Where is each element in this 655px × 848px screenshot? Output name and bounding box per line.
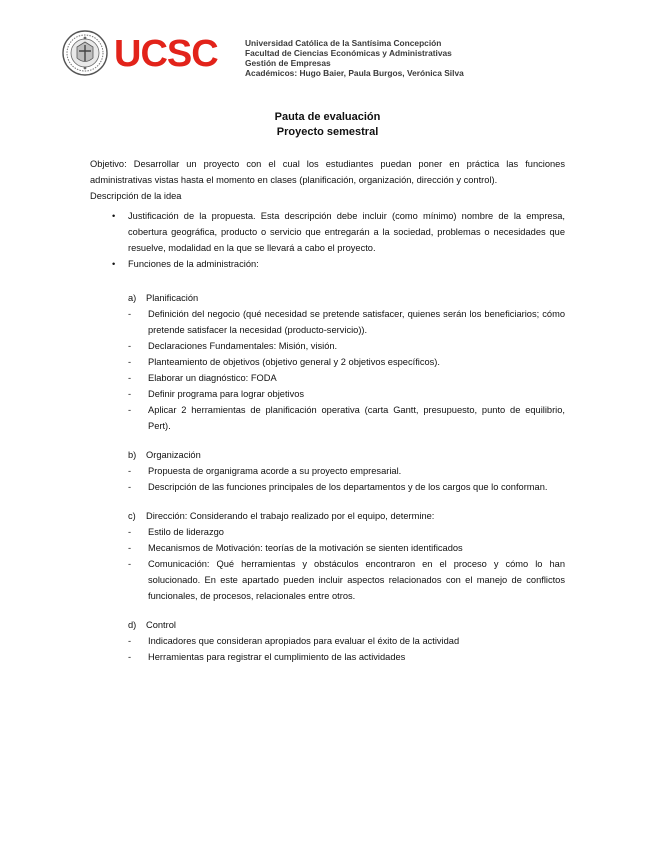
list-item	[90, 524, 565, 540]
list-item	[90, 338, 565, 354]
dash-marker: -	[128, 482, 132, 492]
dash-marker: -	[128, 559, 132, 569]
item-text: Planteamiento de objetivos (objetivo general y 2 objetivos específicos).	[148, 357, 440, 367]
bullet-item	[90, 256, 565, 272]
list-item	[90, 540, 565, 556]
section-title: Planificación	[146, 293, 199, 303]
item-text: Comunicación: Qué herramientas y obstáculos encontraron en el proceso y cómo lo han solucionado. En este apartado pueden incluir aspectos relacionados con el manejo de conflictos funcionales, de procesos, relacionales entre otros.	[148, 559, 565, 601]
list-item	[90, 354, 565, 370]
section-control	[90, 617, 565, 665]
list-item	[90, 306, 565, 338]
title-line-2: Proyecto semestral	[276, 126, 379, 138]
item-text: Mecanismos de Motivación: teorías de la motivación se sienten identificados	[148, 543, 463, 553]
item-text: Descripción de las funciones principales de los departamentos y de los cargos que lo conforman.	[148, 482, 548, 492]
section-label: d)	[128, 620, 137, 630]
bullet-marker: •	[112, 259, 116, 269]
item-text: Herramientas para registrar el cumplimiento de las actividades	[148, 652, 406, 662]
section-organizacion	[90, 447, 565, 495]
list-item	[90, 649, 565, 665]
list-item	[90, 402, 565, 434]
institution-line: Académicos: Hugo Baier, Paula Burgos, Verónica Silva	[245, 68, 464, 78]
institution-line: Gestión de Empresas	[245, 58, 331, 68]
section-heading	[90, 508, 565, 524]
section-title: Dirección: Considerando el trabajo realizado por el equipo, determine:	[146, 511, 435, 521]
item-text: Estilo de liderazgo	[148, 527, 224, 537]
institution-info	[245, 38, 464, 78]
dash-marker: -	[128, 309, 132, 319]
bullet-item	[90, 208, 565, 256]
list-item	[90, 463, 565, 479]
dash-marker: -	[128, 341, 132, 351]
item-text: Elaborar un diagnóstico: FODA	[148, 373, 277, 383]
section-items	[90, 306, 565, 434]
dash-marker: -	[128, 652, 132, 662]
institution-line: Universidad Católica de la Santísima Concepción	[245, 38, 442, 48]
bullet-marker: •	[112, 211, 116, 221]
list-item	[90, 633, 565, 649]
section-label: b)	[128, 450, 137, 460]
item-text: Definir programa para lograr objetivos	[148, 389, 305, 399]
bullet-text: Justificación de la propuesta. Esta descripción debe incluir (como mínimo) nombre de la empresa, cobertura geográfica, producto o servicio que entregarán a la sociedad, problemas o necesidades que resuelve, modalidad en la que se llevará a cabo el proyecto.	[128, 211, 565, 253]
idea-heading: Descripción de la idea	[90, 191, 182, 201]
dash-marker: -	[128, 405, 132, 415]
list-item	[90, 479, 565, 495]
list-item	[90, 370, 565, 386]
list-item	[90, 556, 565, 604]
dash-marker: -	[128, 357, 132, 367]
dash-marker: -	[128, 543, 132, 553]
dash-marker: -	[128, 466, 132, 476]
section-items	[90, 463, 565, 495]
item-text: Declaraciones Fundamentales: Misión, visión.	[148, 341, 338, 351]
item-text: Indicadores que consideran apropiados para evaluar el éxito de la actividad	[148, 636, 460, 646]
document-title	[0, 110, 655, 140]
section-planificacion	[90, 290, 565, 434]
item-text: Definición del negocio (qué necesidad se pretende satisfacer, quienes serán los beneficiarios; cómo pretende satisfacer la necesidad (producto-servicio)).	[148, 309, 565, 335]
document-body	[90, 156, 565, 665]
list-item	[90, 386, 565, 402]
document-header	[62, 30, 622, 80]
dash-marker: -	[128, 527, 132, 537]
bullet-text: Funciones de la administración:	[128, 259, 259, 269]
section-title: Organización	[146, 450, 201, 460]
section-title: Control	[146, 620, 176, 630]
section-heading	[90, 617, 565, 633]
item-text: Aplicar 2 herramientas de planificación operativa (carta Gantt, presupuesto, punto de equilibrio, Pert).	[148, 405, 565, 431]
bullet-list	[90, 208, 565, 272]
objective-paragraph: Objetivo: Desarrollar un proyecto con el cual los estudiantes puedan poner en práctica las funciones administrativas vistas hasta el momento en clases (planificación, organización, dirección y control).	[90, 159, 565, 185]
section-label: c)	[128, 511, 136, 521]
section-direccion	[90, 508, 565, 604]
dash-marker: -	[128, 636, 132, 646]
section-items	[90, 633, 565, 665]
section-label: a)	[128, 293, 137, 303]
dash-marker: -	[128, 389, 132, 399]
university-seal-icon	[62, 30, 108, 76]
section-items	[90, 524, 565, 604]
item-text: Propuesta de organigrama acorde a su proyecto empresarial.	[148, 466, 402, 476]
section-heading	[90, 290, 565, 306]
section-heading	[90, 447, 565, 463]
dash-marker: -	[128, 373, 132, 383]
title-line-1: Pauta de evaluación	[274, 111, 381, 123]
ucsc-logo: UCSC	[114, 33, 218, 75]
institution-line: Facultad de Ciencias Económicas y Administrativas	[245, 48, 452, 58]
